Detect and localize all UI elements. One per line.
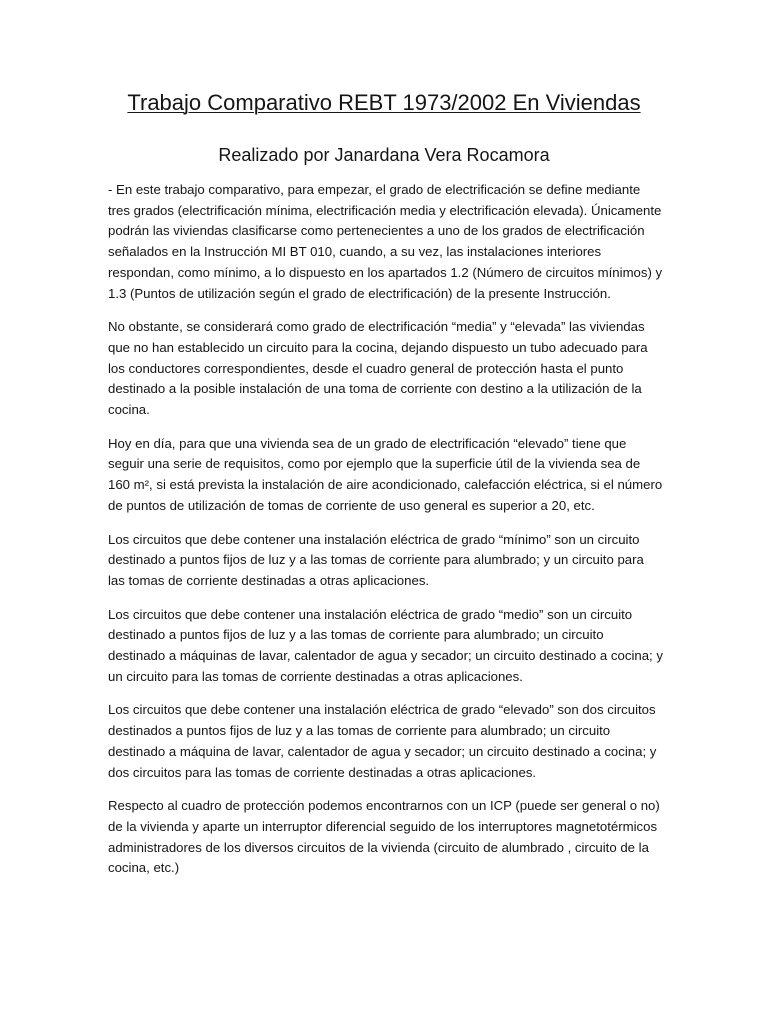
paragraph-circuitos-minimo: Los circuitos que debe contener una instalación eléctrica de grado “mínimo” son un circuito destinado a puntos fijos de luz y a las tomas de corriente para alumbrado; y un circuito para las tomas de corriente destinadas a otras aplicaciones. <box>108 531 644 588</box>
document-subtitle: Realizado por Janardana Vera Rocamora <box>218 145 550 165</box>
paragraph-requisitos-elevado: Hoy en día, para que una vivienda sea de un grado de electrificación “elevado” tiene que seguir una serie de requisitos, como por ejemplo que la superficie útil de la vivienda sea de 160 m², si está prevista la instalación de aire acondicionado, calefacción eléctrica, si el número de puntos de utilización de tomas de corriente de uso general es superior a 20, etc. <box>108 435 663 513</box>
document-body <box>108 180 664 892</box>
paragraph-cuadro-proteccion: Respecto al cuadro de protección podemos encontrarnos con un ICP (puede ser general o no) de la vivienda y aparte un interruptor diferencial seguido de los interruptores magnetotérmicos administradores de los diversos circuitos de la vivienda (circuito de alumbrado , circuito de la cocina, etc.) <box>108 798 660 876</box>
paragraph-circuito-cocina: No obstante, se considerará como grado de electrificación “media” y “elevada” las viviendas que no han establecido un circuito para la cocina, dejando dispuesto un tubo adecuado para los conductores correspondientes, desde el cuadro general de protección hasta el punto destinado a la posible instalación de una toma de corriente con destino a la utilización de la cocina. <box>108 319 648 418</box>
document-title: Trabajo Comparativo REBT 1973/2002 En Viviendas <box>127 90 641 115</box>
paragraph-circuitos-elevado: Los circuitos que debe contener una instalación eléctrica de grado “elevado” son dos circuitos destinados a puntos fijos de luz y a las tomas de corriente para alumbrado; un circuito destinado a máquina de lavar, calentador de agua y secador; un circuito destinado a cocina; y dos circuitos para las tomas de corriente destinadas a otras aplicaciones. <box>108 702 657 780</box>
paragraph-circuitos-medio: Los circuitos que debe contener una instalación eléctrica de grado “medio” son un circuito destinado a puntos fijos de luz y a las tomas de corriente para alumbrado; un circuito destinado a máquinas de lavar, calentador de agua y secador; un circuito destinado a cocina; y un circuito para las tomas de corriente destinadas a otras aplicaciones. <box>108 606 663 684</box>
paragraph-grados-electrificacion: - En este trabajo comparativo, para empezar, el grado de electrificación se define mediante tres grados (electrificación mínima, electrificación media y electrificación elevada). Únicamente podrán las viviendas clasificarse como pertenecientes a uno de los grados de electrificación señalados en la Instrucción MI BT 010, cuando, a su vez, las instalaciones interiores respondan, como mínimo, a lo dispuesto en los apartados 1.2 (Número de circuitos mínimos) y 1.3 (Puntos de utilización según el grado de electrificación) de la presente Instrucción. <box>108 182 663 301</box>
